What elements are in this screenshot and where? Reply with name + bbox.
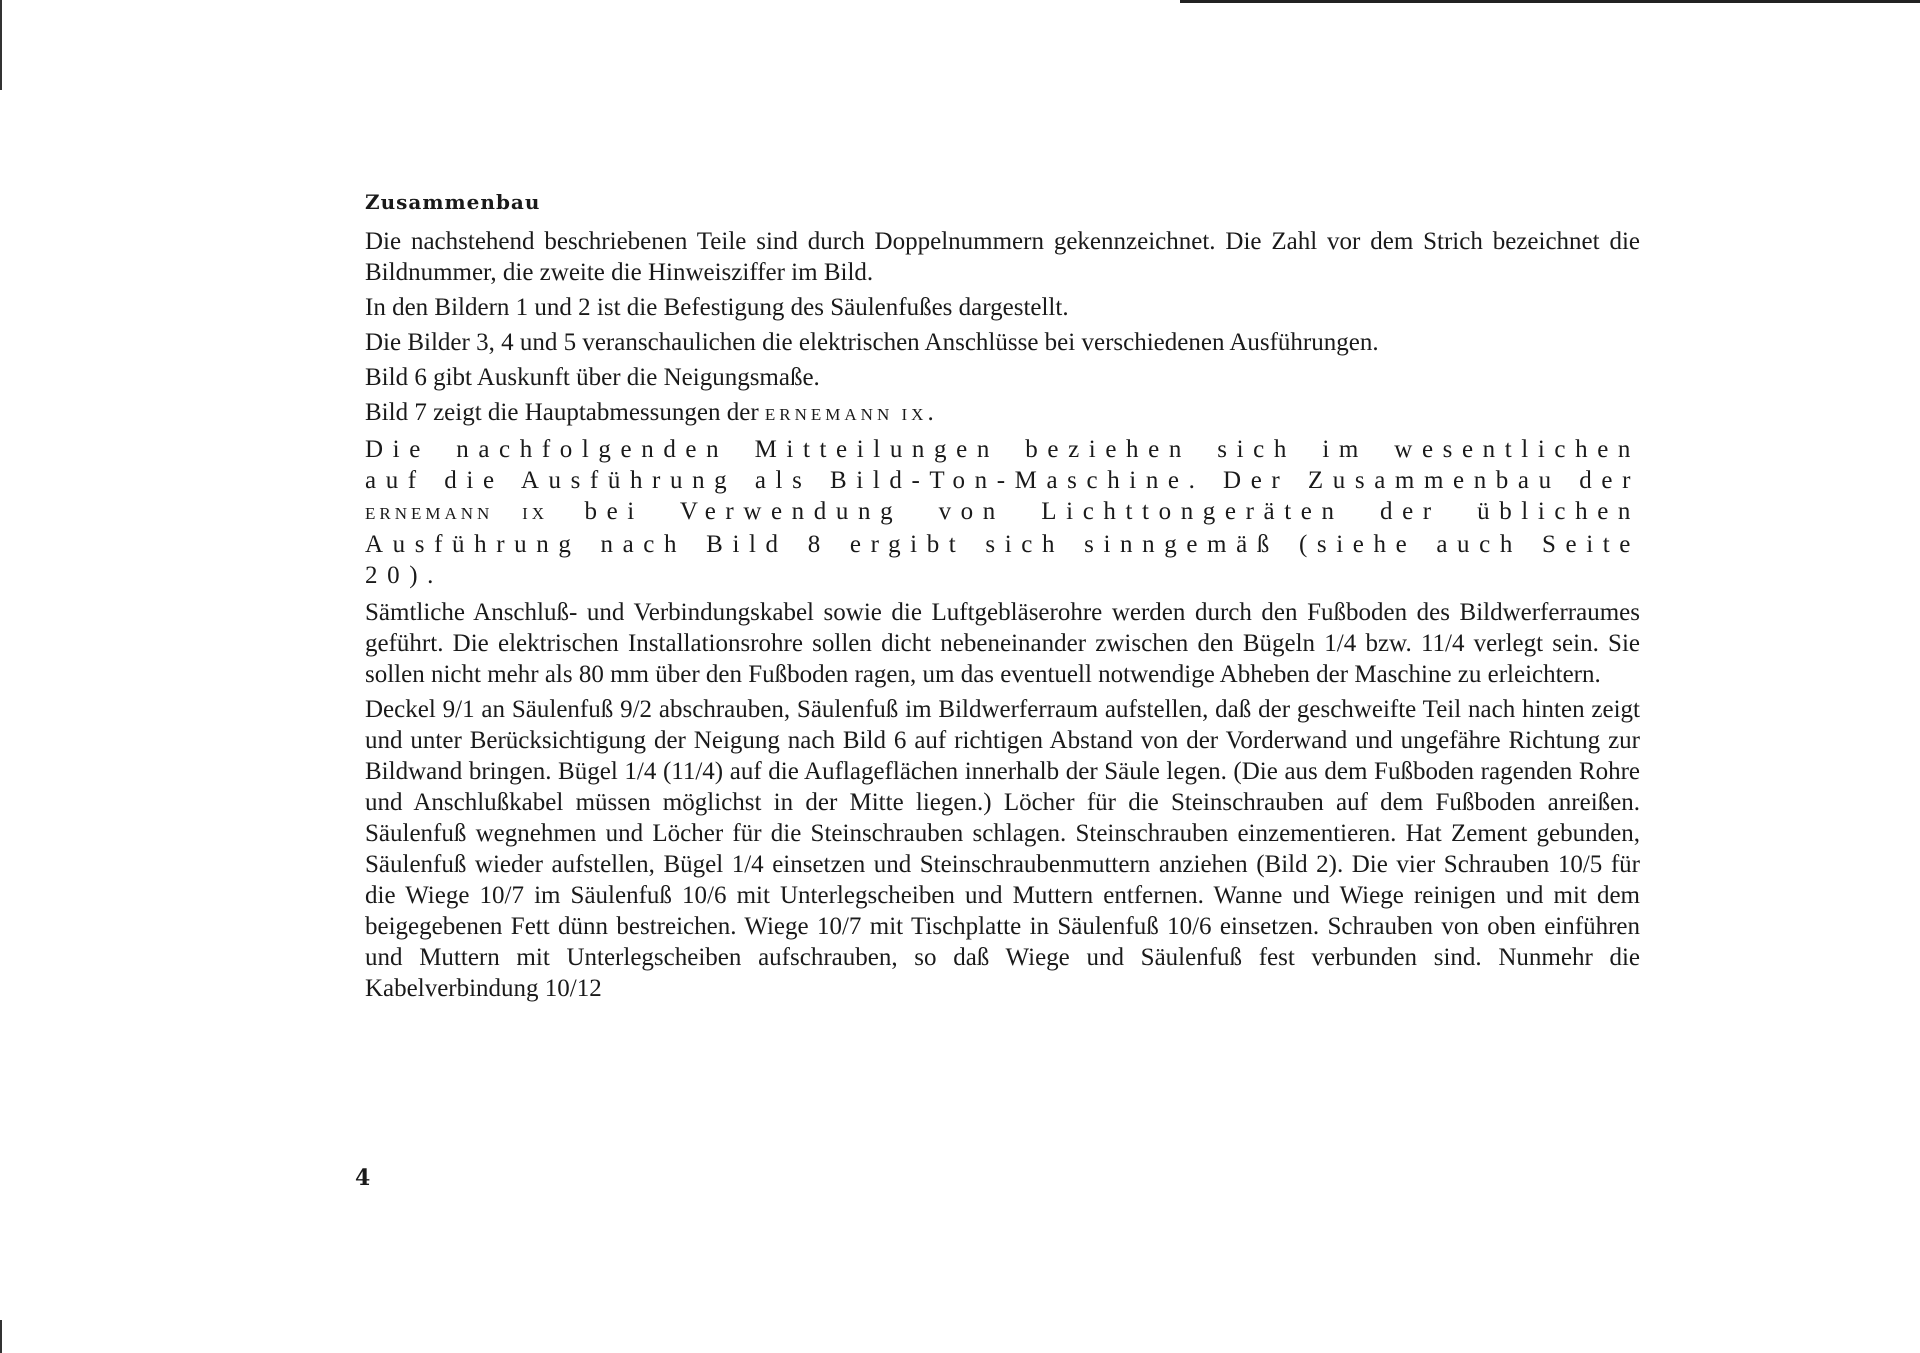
scan-edge-bottom-left (0, 1320, 2, 1353)
model-name: ERNEMANN IX (764, 405, 928, 424)
line-bild-7 (365, 397, 1640, 430)
line-bild-7-prefix: Bild 7 zeigt die Hauptabmessungen der (365, 399, 759, 426)
scan-edge-top (1180, 0, 1920, 3)
page-number: 4 (355, 1165, 371, 1191)
model-name-inline: ERNEMANN IX (365, 504, 549, 523)
line-bild-6: Bild 6 gibt Auskunft über die Neigungsmaße. (365, 364, 820, 391)
intro-paragraph: Die nachstehend beschriebenen Teile sind durch Doppelnummern gekennzeichnet. Die Zahl vor dem Strich bezeichnet die Bildnummer, die zweite die Hinweisziffer im Bild. (365, 228, 1640, 286)
line-bild-7-suffix: . (927, 399, 934, 426)
scan-edge-left (0, 0, 2, 90)
line-bild-3-5: Die Bilder 3, 4 und 5 veranschaulichen die elektrischen Anschlüsse bei verschiedenen Ausführungen. (365, 329, 1379, 356)
spaced-part2: bei Verwendung von Lichttongeräten der üblichen Ausführung nach Bild 8 ergibt sich sinngemäß (siehe auch Seite 20). (365, 498, 1640, 589)
spaced-paragraph (365, 434, 1640, 591)
document-page (365, 190, 1640, 1008)
line-bild-1-2: In den Bildern 1 und 2 ist die Befestigung des Säulenfußes dargestellt. (365, 294, 1069, 321)
paragraph-assembly: Deckel 9/1 an Säulenfuß 9/2 abschrauben, Säulenfuß im Bildwerferraum aufstellen, daß der geschweifte Teil nach hinten zeigt und unter Berücksichtigung der Neigung nach Bild 6 auf richtigen Abstand von der Vorderwand und ungefähre Richtung zur Bildwand bringen. Bügel 1/4 (11/4) auf die Auflageflächen innerhalb der Säule legen. (Die aus dem Fußboden ragenden Rohre und Anschlußkabel müssen möglichst in der Mitte liegen.) Löcher für die Steinschrauben auf dem Fußboden anreißen. Säulenfuß wegnehmen und Löcher für die Steinschrauben schlagen. Steinschrauben einzementieren. Hat Zement gebunden, Säulenfuß wieder aufstellen, Bügel 1/4 einsetzen und Steinschraubenmuttern anziehen (Bild 2). Die vier Schrauben 10/5 für die Wiege 10/7 im Säulenfuß 10/6 mit Unterlegscheiben und Muttern entfernen. Wanne und Wiege reinigen und mit dem beigegebenen Fett dünn bestreichen. Wiege 10/7 mit Tischplatte in Säulenfuß 10/6 einsetzen. Schrauben von oben einführen und Muttern mit Unterlegscheiben aufschrauben, so daß Wiege und Säulenfuß fest verbunden sind. Nunmehr die Kabelverbindung 10/12 (365, 696, 1640, 1002)
spaced-part1: Die nachfolgenden Mitteilungen beziehen sich im wesentlichen auf die Ausführung als Bild-Ton-Maschine. Der Zusammenbau der (365, 436, 1640, 494)
section-heading: Zusammenbau (365, 190, 541, 214)
paragraph-cables: Sämtliche Anschluß- und Verbindungskabel sowie die Luftgebläserohre werden durch den Fußboden des Bildwerferraumes geführt. Die elektrischen Installationsrohre sollen dicht nebeneinander zwischen den Bügeln 1/4 bzw. 11/4 verlegt sein. Sie sollen nicht mehr als 80 mm über den Fußboden ragen, um das eventuell notwendige Abheben der Maschine zu erleichtern. (365, 599, 1640, 688)
